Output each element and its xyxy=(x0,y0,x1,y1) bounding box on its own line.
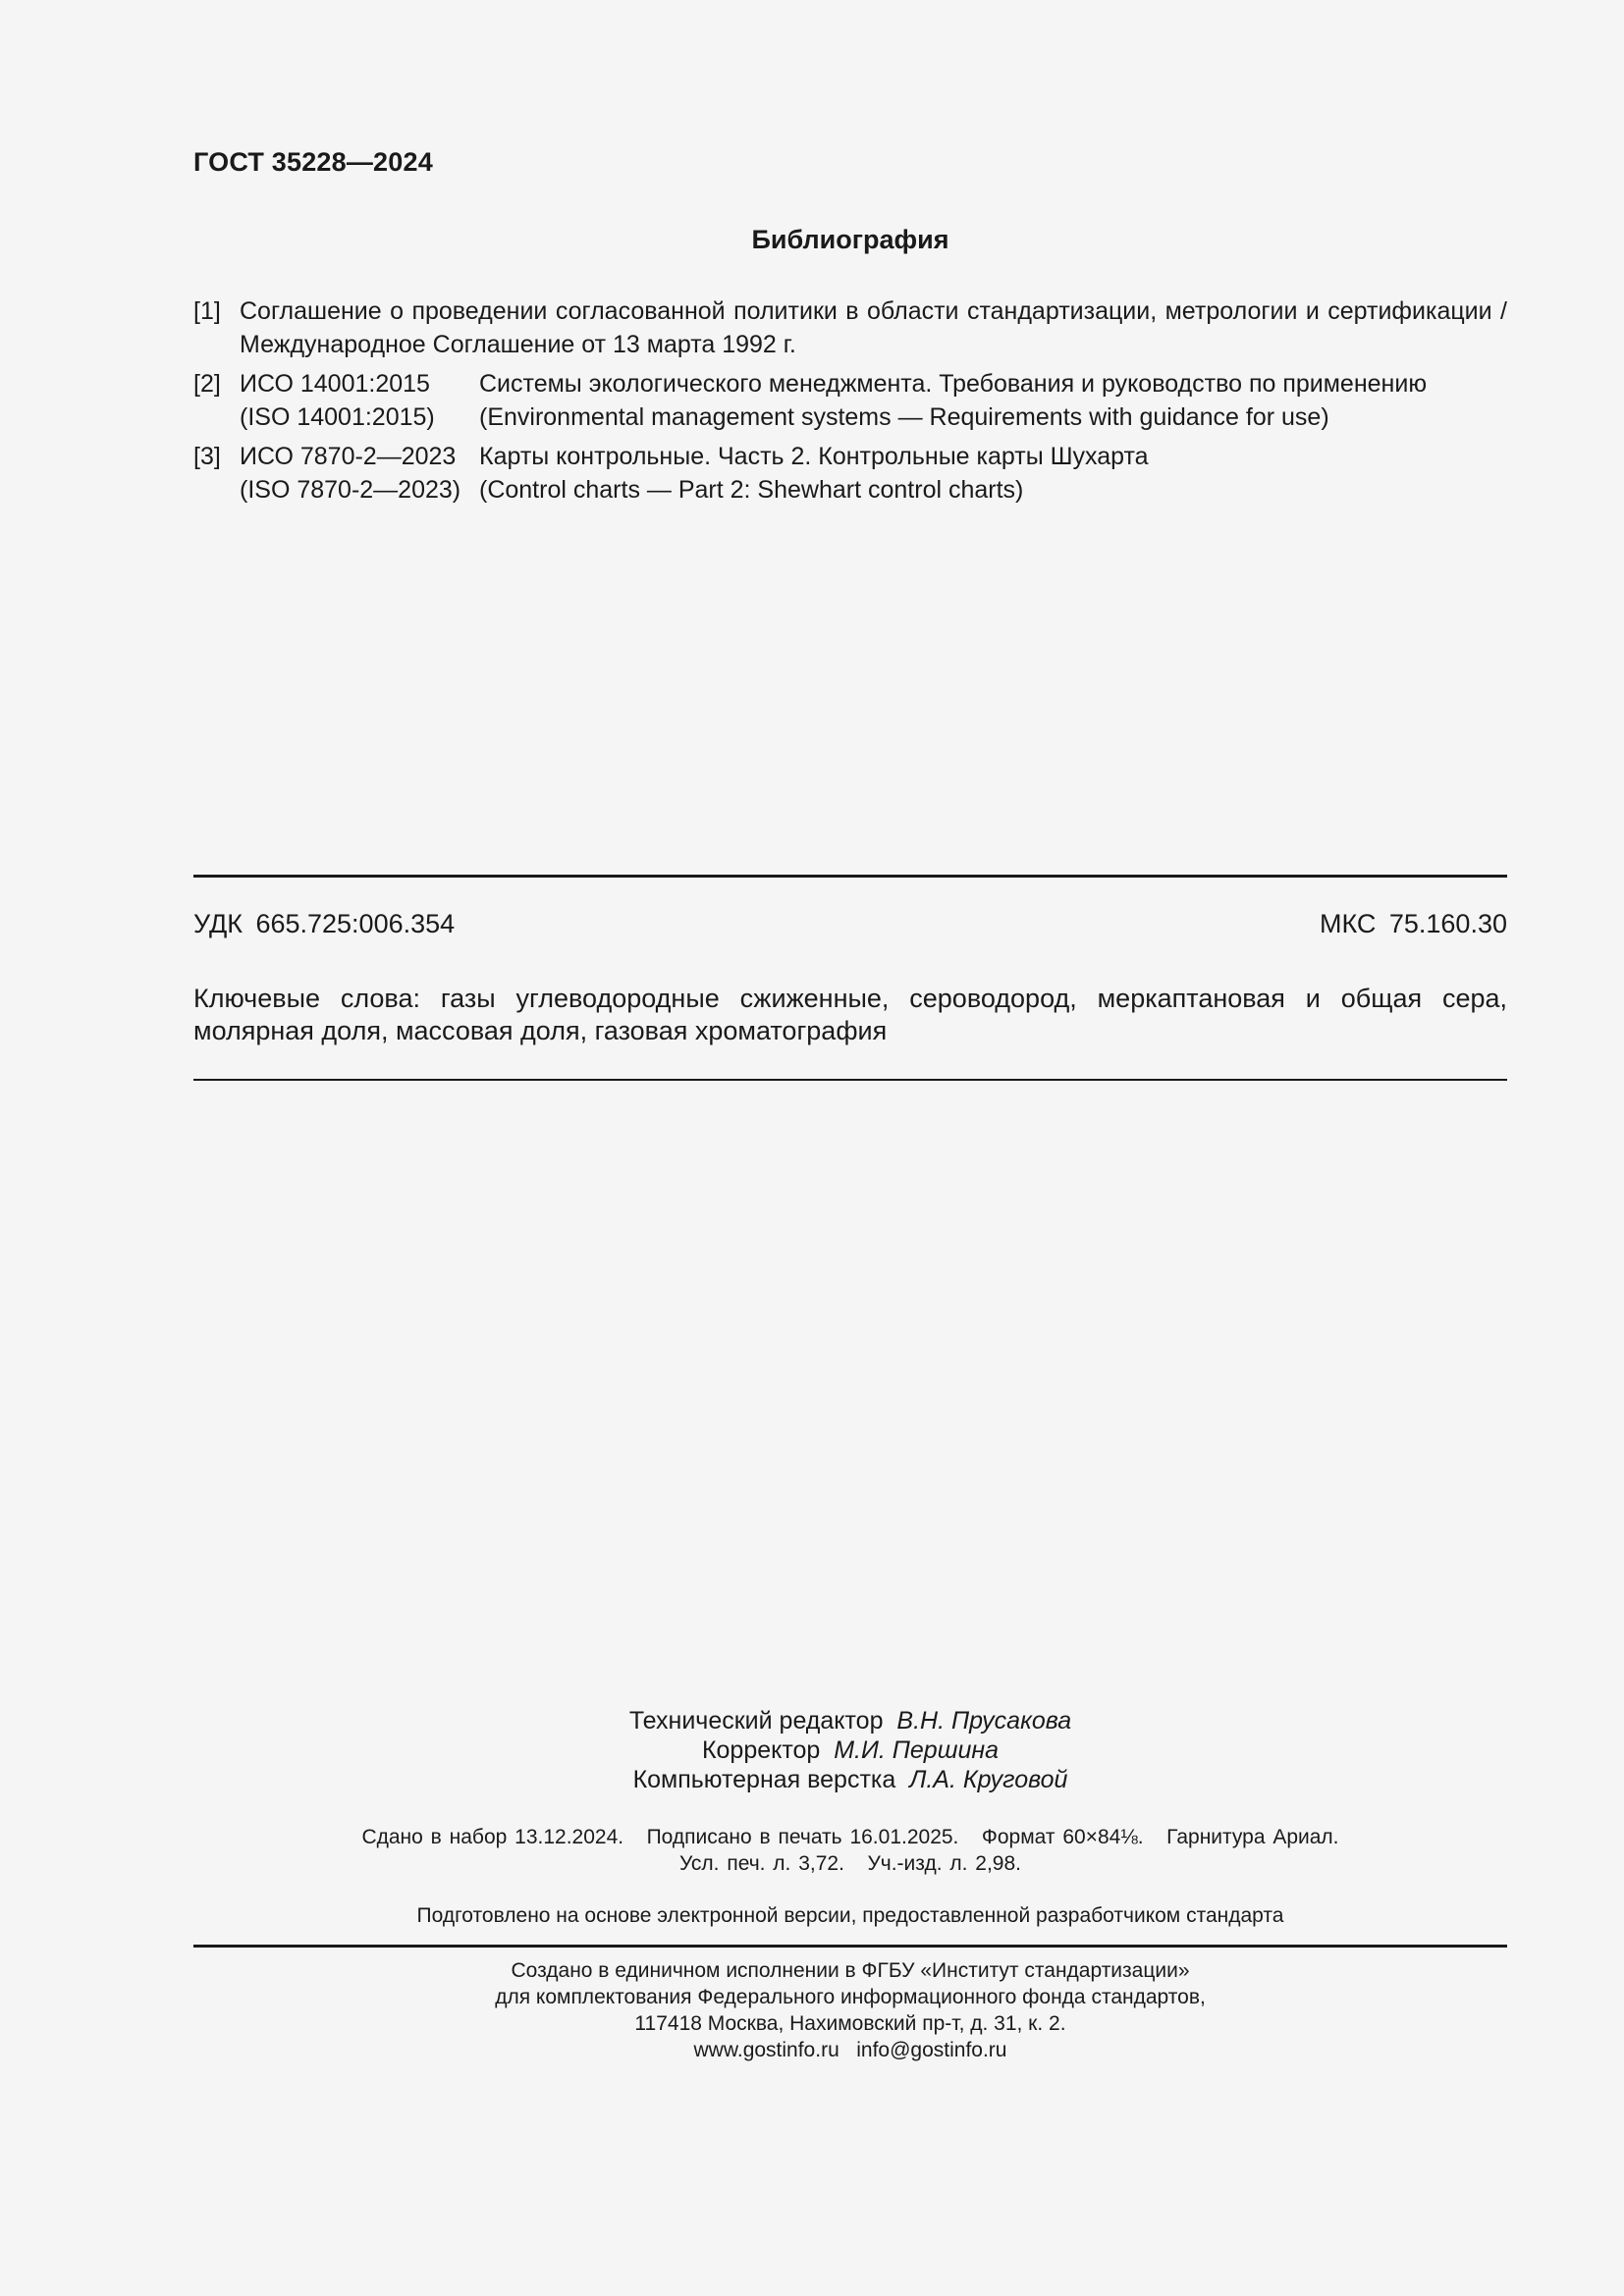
imprint-line: Создано в единичном исполнении в ФГБУ «Институт стандартизации» xyxy=(511,1959,1190,1982)
entry-code-en: (ISO 7870-2—2023) xyxy=(240,476,461,504)
credit-role: Технический редактор xyxy=(628,1707,884,1735)
section-divider xyxy=(193,875,1507,878)
bibliography-list xyxy=(193,294,1507,507)
imprint xyxy=(193,1957,1507,2063)
entry-title-ru: Карты контрольные. Часть 2. Контрольные карты Шухарта xyxy=(479,443,1149,470)
entry-title-ru: Системы экологического менеджмента. Требования и руководство по применению xyxy=(479,370,1428,398)
credits xyxy=(193,1706,1507,1794)
udk-code: УДК 665.725:006.354 xyxy=(193,909,456,938)
section-divider xyxy=(193,1079,1507,1081)
imprint-contacts: www.gostinfo.ru info@gostinfo.ru xyxy=(693,2039,1007,2061)
imprint-line: для комплектования Федерального информационного фонда стандартов, xyxy=(495,1986,1206,2008)
entry-code-ru: ИСО 7870-2—2023 xyxy=(240,443,457,470)
publication-line: Усл. печ. л. 3,72. Уч.-изд. л. 2,98. xyxy=(678,1852,1021,1875)
standard-number: ГОСТ 35228—2024 xyxy=(193,147,433,177)
entry-row xyxy=(193,440,1507,473)
bibliography-title: Библиография xyxy=(751,225,949,254)
entry-row xyxy=(193,367,1507,400)
entry-title-en: (Environmental management systems — Requirements with guidance for use) xyxy=(479,403,1329,431)
entry-row xyxy=(193,473,1507,507)
bibliography-entry-1 xyxy=(193,294,1507,367)
keywords: Ключевые слова: газы углеводородные сжиженные, сероводород, меркаптановая и общая сера, молярная доля, массовая доля, газовая хроматография xyxy=(193,984,1507,1045)
footer-divider xyxy=(193,1945,1507,1948)
credit-line xyxy=(193,1765,1507,1794)
credit-role: Компьютерная верстка xyxy=(632,1766,896,1793)
credit-person: В.Н. Прусакова xyxy=(896,1707,1072,1735)
credit-role: Корректор xyxy=(701,1736,821,1764)
bibliography-entry-2 xyxy=(193,367,1507,440)
entry-code-en: (ISO 14001:2015) xyxy=(240,403,435,431)
credit-person: М.И. Першина xyxy=(834,1736,1000,1764)
mks-code: МКС 75.160.30 xyxy=(1319,909,1507,938)
publication-line: Сдано в набор 13.12.2024. Подписано в печать 16.01.2025. Формат 60×84⅛. Гарнитура Ариал. xyxy=(361,1826,1339,1848)
credit-line xyxy=(193,1735,1507,1765)
imprint-line: 117418 Москва, Нахимовский пр-т, д. 31, к. 2. xyxy=(634,2012,1066,2035)
entry-code-ru: ИСО 14001:2015 xyxy=(240,370,430,398)
publication-info xyxy=(193,1824,1507,1877)
entry-row xyxy=(193,400,1507,434)
entry-text: Соглашение о проведении согласованной политики в области стандартизации, метрологии и сертификации / Международное Соглашение от 13 марта 1992 г. xyxy=(240,297,1507,358)
credit-person: Л.А. Круговой xyxy=(909,1766,1068,1793)
entry-number: [3] xyxy=(193,443,221,470)
bibliography-entry-3 xyxy=(193,440,1507,507)
entry-number: [2] xyxy=(193,370,221,398)
credit-line xyxy=(193,1706,1507,1735)
entry-number: [1] xyxy=(193,297,221,325)
prepared-note: Подготовлено на основе электронной версии, предоставленной разработчиком стандарта xyxy=(416,1904,1284,1927)
entry-title-en: (Control charts — Part 2: Shewhart control charts) xyxy=(479,476,1024,504)
